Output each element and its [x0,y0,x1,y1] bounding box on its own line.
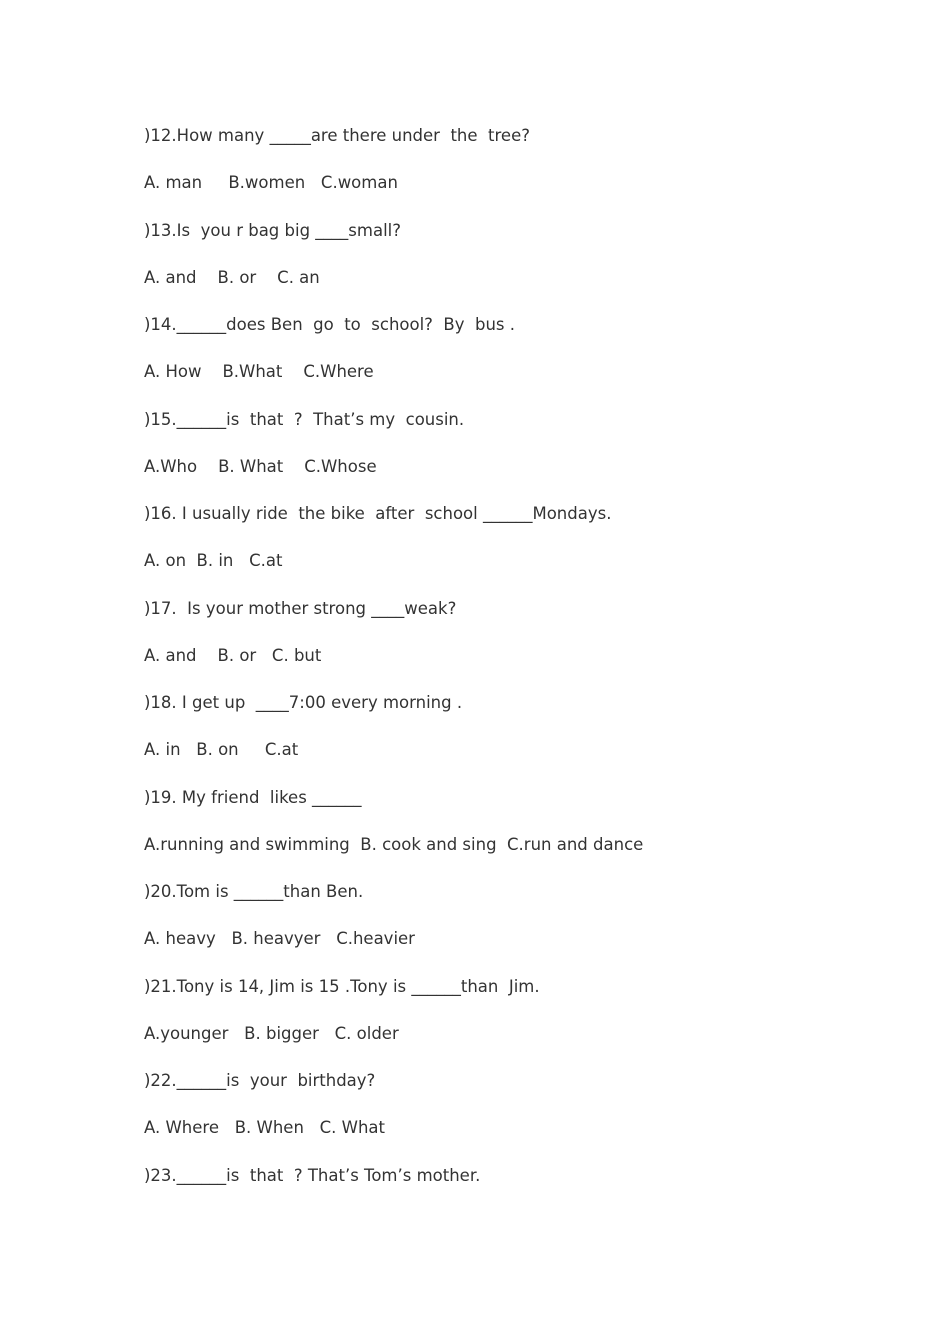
options-13: A. and B. or C. an [144,267,320,287]
options-22: A. Where B. When C. What [144,1118,386,1138]
options-21: A.younger B. bigger C. older [144,1023,399,1043]
question-14: )14.______does Ben go to school? By bus . [144,315,516,334]
options-14: A. How B.What C.Where [144,362,374,382]
question-18: )18. I get up ____7:00 every morning . [144,693,463,712]
question-list [144,125,904,1212]
options-19: A.running and swimming B. cook and sing C.run and dance [144,834,644,854]
options-12: A. man B.women C.woman [144,173,398,193]
options-16: A. on B. in C.at [144,551,283,571]
question-17: )17. Is your mother strong ____weak? [144,598,457,618]
options-15: A.Who B. What C.Whose [144,456,377,476]
question-23: )23.______is that ? That’s Tom’s mother. [144,1165,481,1185]
question-20: )20.Tom is ______than Ben. [144,882,364,901]
options-18: A. in B. on C.at [144,740,299,760]
question-13: )13.Is you r bag big ____small? [144,220,402,240]
question-15: )15.______is that ? That’s my cousin. [144,409,465,429]
question-16: )16. I usually ride the bike after school ______Mondays. [144,504,612,523]
options-17: A. and B. or C. but [144,645,322,665]
question-21: )21.Tony is 14, Jim is 15 .Tony is ______than Jim. [144,976,540,996]
question-12: )12.How many _____are there under the tree? [144,126,530,145]
options-20: A. heavy B. heavyer C.heavier [144,929,415,949]
question-19: )19. My friend likes ______ [144,787,362,807]
question-22: )22.______is your birthday? [144,1071,376,1090]
